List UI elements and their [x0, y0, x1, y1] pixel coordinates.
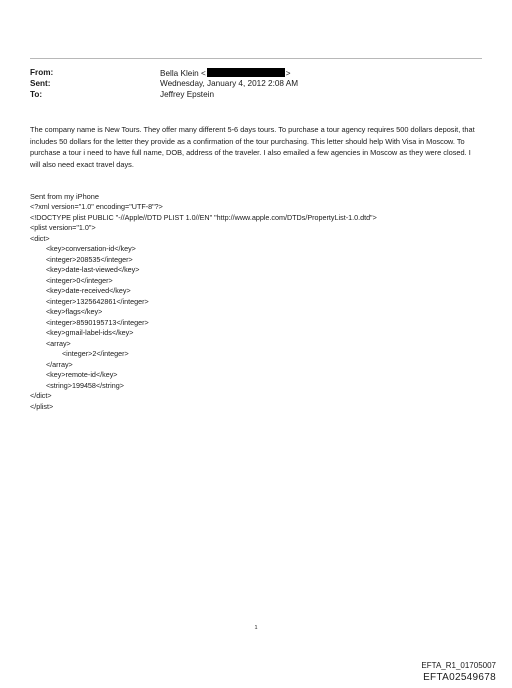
- signoff: Sent from my iPhone: [30, 192, 100, 201]
- from-label: From:: [30, 68, 54, 77]
- code-line: <array>: [30, 338, 71, 348]
- code-line: <integer>1325642861</integer>: [30, 296, 149, 306]
- code-line: <integer>0</integer>: [30, 275, 113, 285]
- code-line: </dict>: [30, 391, 52, 400]
- plist-code-block: [30, 202, 377, 412]
- email-body-text: The company name is New Tours. They offer many different 5-6 days tours. To purchase a tour agency requires 500 dollars deposit, that includes 50 dollars for the letter they provide as a confirmation of the tour purchasing. This letter should help With Visa in Moscow. To purchase a tour i need to have full name, DOB, address of the traveler. I also emailed a few agencies in Moscow as they were closed. I will also need exact travel days.: [30, 125, 475, 169]
- page-number: 1: [254, 625, 258, 631]
- code-line: <dict>: [30, 233, 50, 243]
- code-line: <key>date-received</key>: [30, 286, 131, 295]
- from-name: Bella Klein <: [160, 69, 206, 78]
- to-label: To:: [30, 90, 43, 99]
- sent-label: Sent:: [30, 79, 51, 88]
- code-line: <string>199458</string>: [30, 380, 124, 390]
- redaction-block: [207, 68, 285, 77]
- code-line: <integer>208535</integer>: [30, 254, 133, 264]
- from-close: >: [285, 69, 291, 78]
- code-line: <key>remote-id</key>: [30, 370, 118, 379]
- code-line: <integer>8590195713</integer>: [30, 317, 149, 327]
- code-line: <?xml version="1.0" encoding="UTF-8"?>: [30, 202, 163, 211]
- bates-number-1: EFTA_R1_01705007: [421, 661, 496, 670]
- email-body: [30, 124, 480, 170]
- code-line: <key>gmail-label-ids</key>: [30, 328, 134, 337]
- header-divider: [30, 58, 482, 59]
- bates-number-2: EFTA02549678: [423, 672, 496, 683]
- from-value: [160, 68, 291, 79]
- code-line: <!DOCTYPE plist PUBLIC "-//Apple//DTD PLIST 1.0//EN" "http://www.apple.com/DTDs/PropertyList-1.0.dtd">: [30, 212, 377, 222]
- code-line: <key>flags</key>: [30, 307, 103, 316]
- sent-value: Wednesday, January 4, 2012 2:08 AM: [160, 79, 299, 88]
- to-value: Jeffrey Epstein: [160, 90, 215, 99]
- code-line: <plist version="1.0">: [30, 223, 96, 232]
- code-line: <key>date-last-viewed</key>: [30, 265, 140, 274]
- code-line: </array>: [30, 359, 73, 369]
- code-line: </plist>: [30, 401, 54, 411]
- code-line: <integer>2</integer>: [30, 349, 129, 358]
- code-line: <key>conversation-id</key>: [30, 244, 136, 253]
